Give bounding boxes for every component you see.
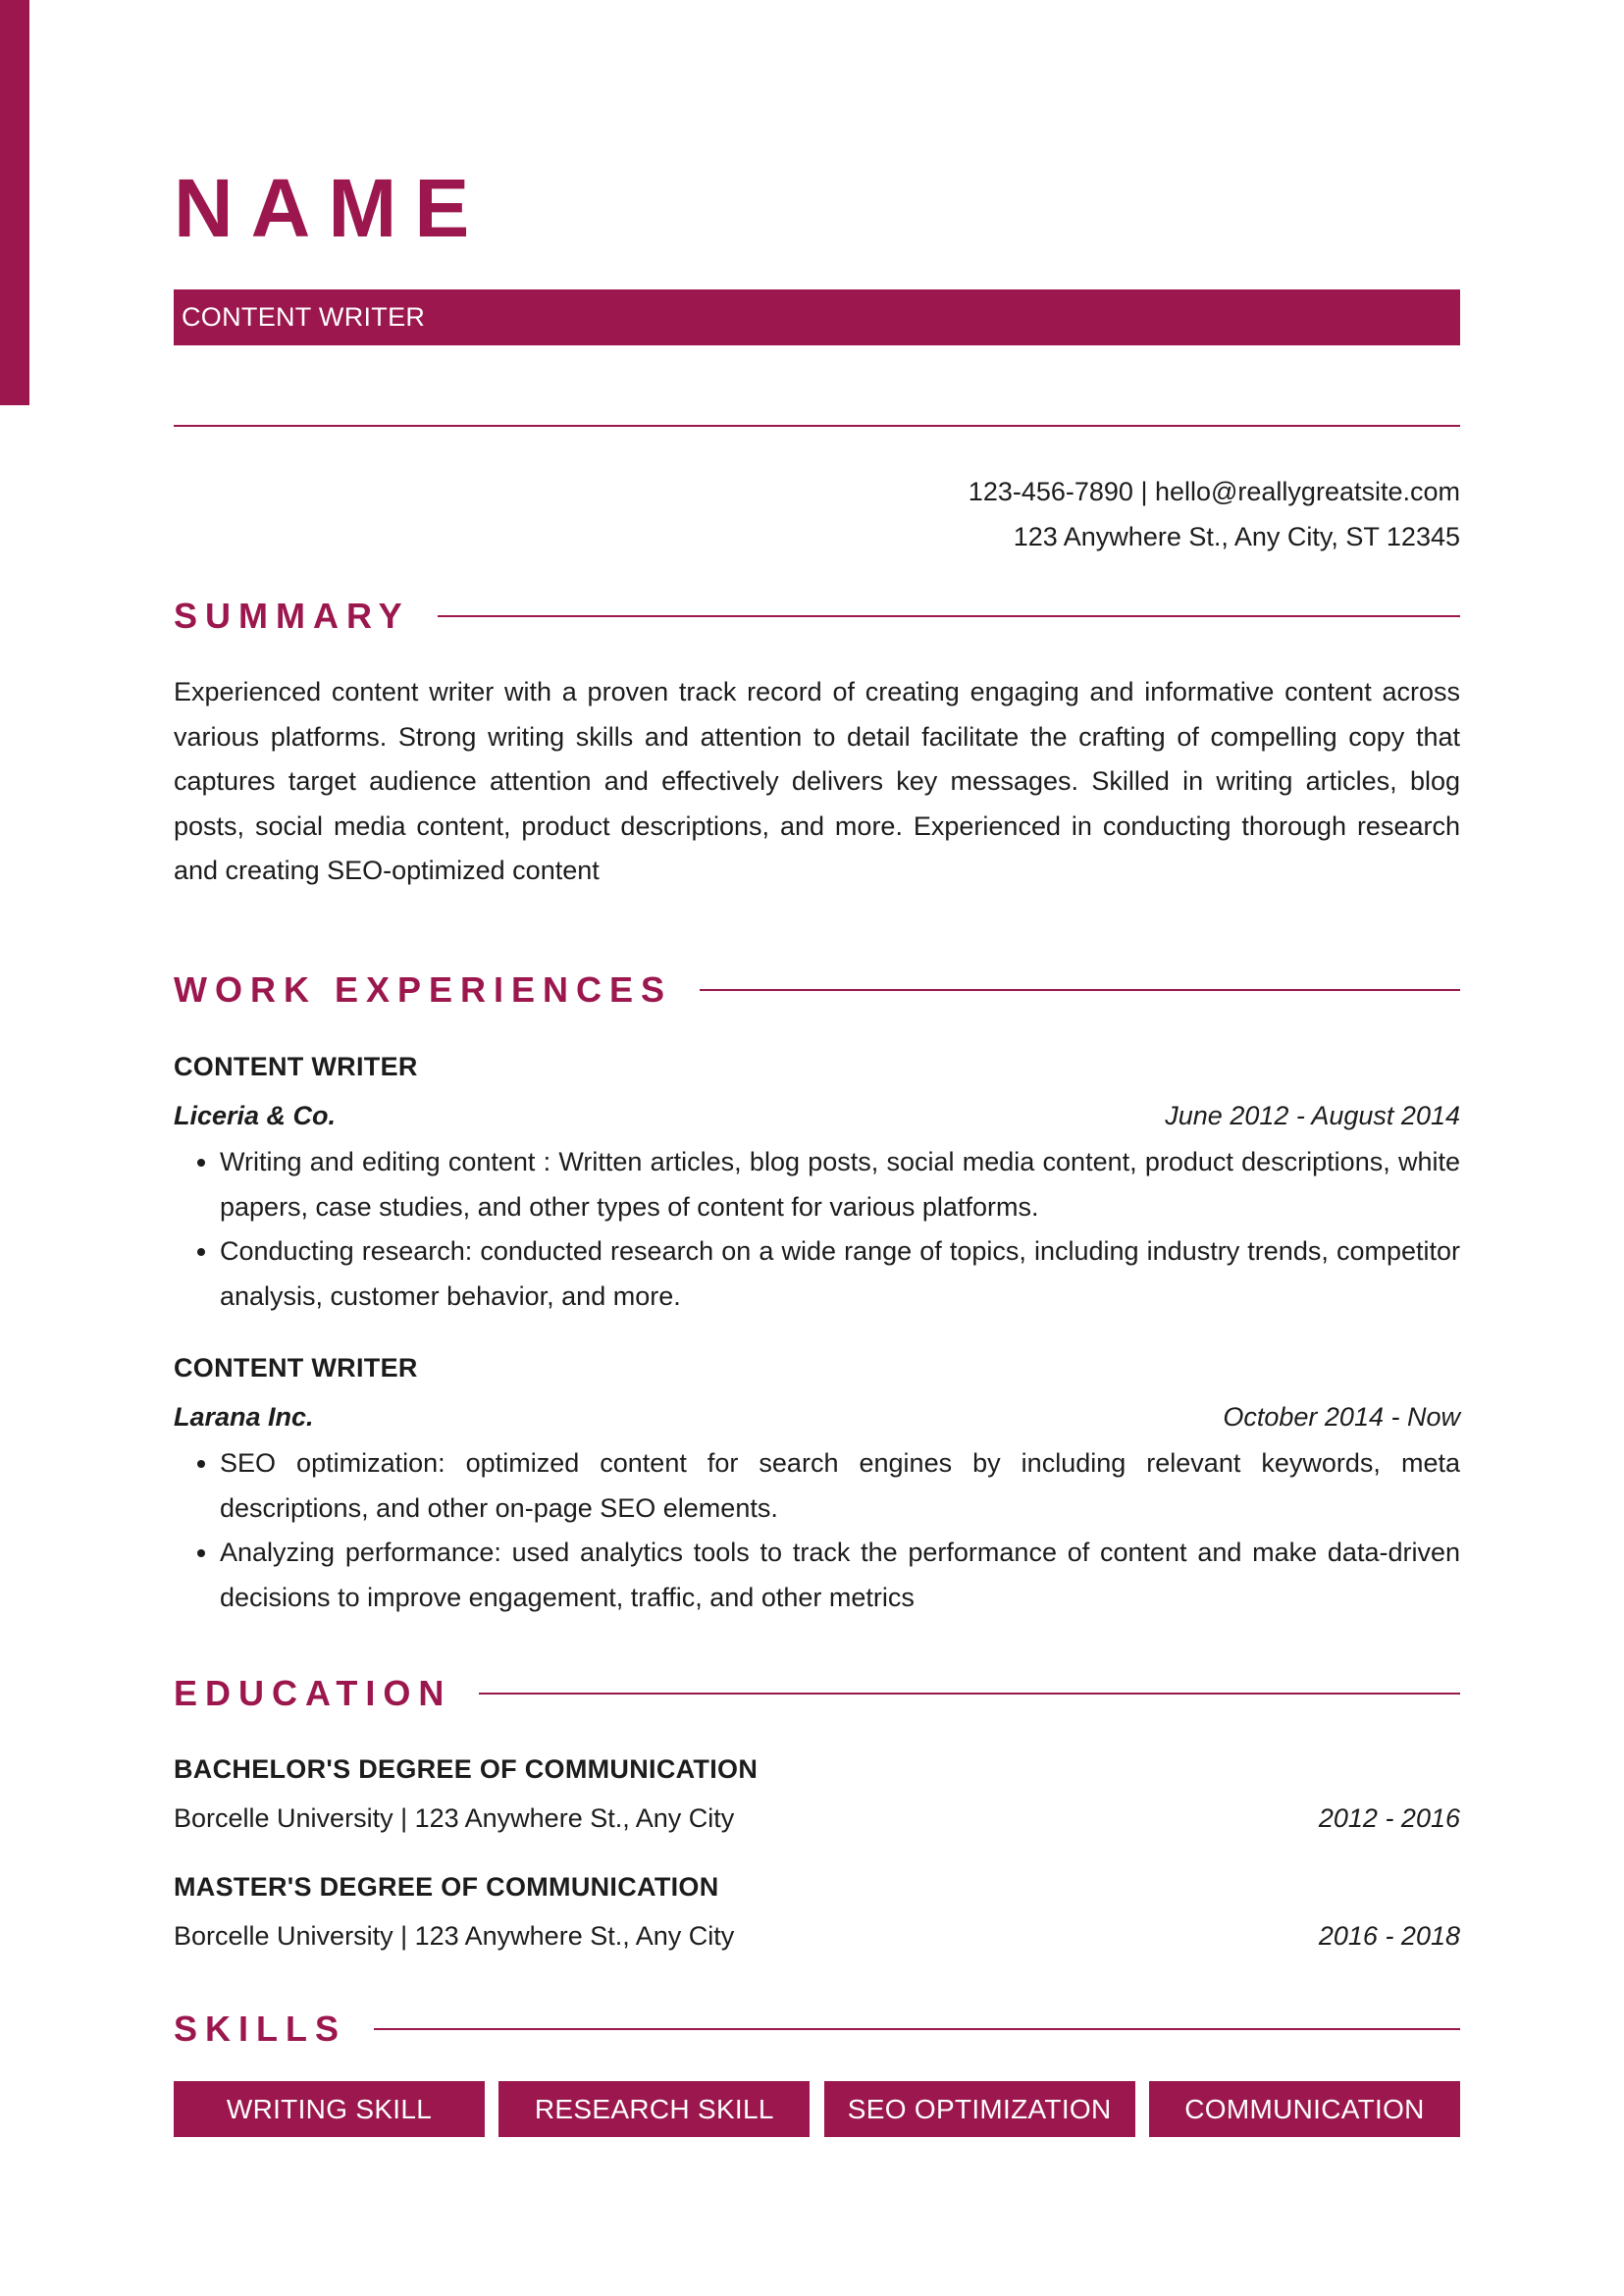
job-bullets <box>174 1140 1460 1319</box>
accent-bar <box>0 0 29 405</box>
education-school: Borcelle University | 123 Anywhere St., Any City <box>174 1803 735 1833</box>
work-title: WORK EXPERIENCES <box>174 969 673 1010</box>
job-bullet: • Writing and editing content : Written articles, blog posts, social media content, product descriptions, white papers, case studies, and other types of content for various platforms. <box>220 1140 1460 1229</box>
education-meta <box>174 1794 1460 1843</box>
skills-list <box>174 2081 1460 2137</box>
role-banner: CONTENT WRITER <box>174 289 1460 345</box>
education-years: 2012 - 2016 <box>1318 1803 1460 1833</box>
summary-text: Experienced content writer with a proven track record of creating engaging and informative content across various platforms. Strong writing skills and attention to detail facilitate the crafting of compelling copy that captures target audience attention and effectively delivers key messages. Skilled in writing articles, blog posts, social media content, product descriptions, and more. Experienced in conducting thorough research and creating SEO-optimized content <box>174 677 1460 885</box>
job-dates: June 2012 - August 2014 <box>1165 1101 1460 1130</box>
education-degree: BACHELOR'S DEGREE OF COMMUNICATION <box>174 1754 759 1784</box>
skill-badge: WRITING SKILL <box>174 2081 485 2137</box>
job-dates: October 2014 - Now <box>1223 1402 1460 1432</box>
job-bullet: • SEO optimization: optimized content for search engines by including relevant keywords, meta descriptions, and other on-page SEO elements. <box>220 1441 1460 1531</box>
job-bullet: • Conducting research: conducted research on a wide range of topics, including industry trends, competitor analysis, customer behavior, and more. <box>220 1229 1460 1319</box>
education-years: 2016 - 2018 <box>1318 1921 1460 1951</box>
job-bullet: • Analyzing performance: used analytics tools to track the performance of content and make data-driven decisions to improve engagement, traffic, and other metrics <box>220 1531 1460 1620</box>
work-divider <box>700 989 1460 991</box>
header-divider <box>174 425 1460 427</box>
work-heading <box>174 967 1460 1013</box>
contact-address: 123 Anywhere St., Any City, ST 12345 <box>1013 522 1460 551</box>
summary-heading <box>174 594 1460 639</box>
skills-title: SKILLS <box>174 2009 347 2049</box>
job-entry <box>174 1343 1460 1620</box>
education-entry <box>174 1862 1460 1960</box>
job-meta <box>174 1392 1460 1441</box>
contact-block <box>969 469 1460 559</box>
education-heading <box>174 1671 1460 1716</box>
job-title: CONTENT WRITER <box>174 1353 418 1383</box>
education-title: EDUCATION <box>174 1673 452 1713</box>
summary-divider <box>438 615 1460 617</box>
summary-title: SUMMARY <box>174 596 410 636</box>
skills-heading <box>174 2007 1460 2052</box>
contact-phone-email: 123-456-7890 | hello@reallygreatsite.com <box>968 477 1460 506</box>
job-title: CONTENT WRITER <box>174 1052 418 1081</box>
job-bullets <box>174 1441 1460 1620</box>
skill-badge: SEO OPTIMIZATION <box>824 2081 1135 2137</box>
resume-name: NAME <box>174 162 488 254</box>
education-degree: MASTER'S DEGREE OF COMMUNICATION <box>174 1872 719 1902</box>
job-company: Larana Inc. <box>174 1402 314 1432</box>
job-company: Liceria & Co. <box>174 1101 337 1130</box>
job-meta <box>174 1091 1460 1140</box>
education-entry <box>174 1745 1460 1843</box>
education-meta <box>174 1911 1460 1960</box>
education-divider <box>479 1693 1460 1695</box>
education-school: Borcelle University | 123 Anywhere St., Any City <box>174 1921 735 1951</box>
skills-divider <box>374 2028 1460 2030</box>
skill-badge: RESEARCH SKILL <box>498 2081 810 2137</box>
job-entry <box>174 1042 1460 1319</box>
skill-badge: COMMUNICATION <box>1149 2081 1460 2137</box>
